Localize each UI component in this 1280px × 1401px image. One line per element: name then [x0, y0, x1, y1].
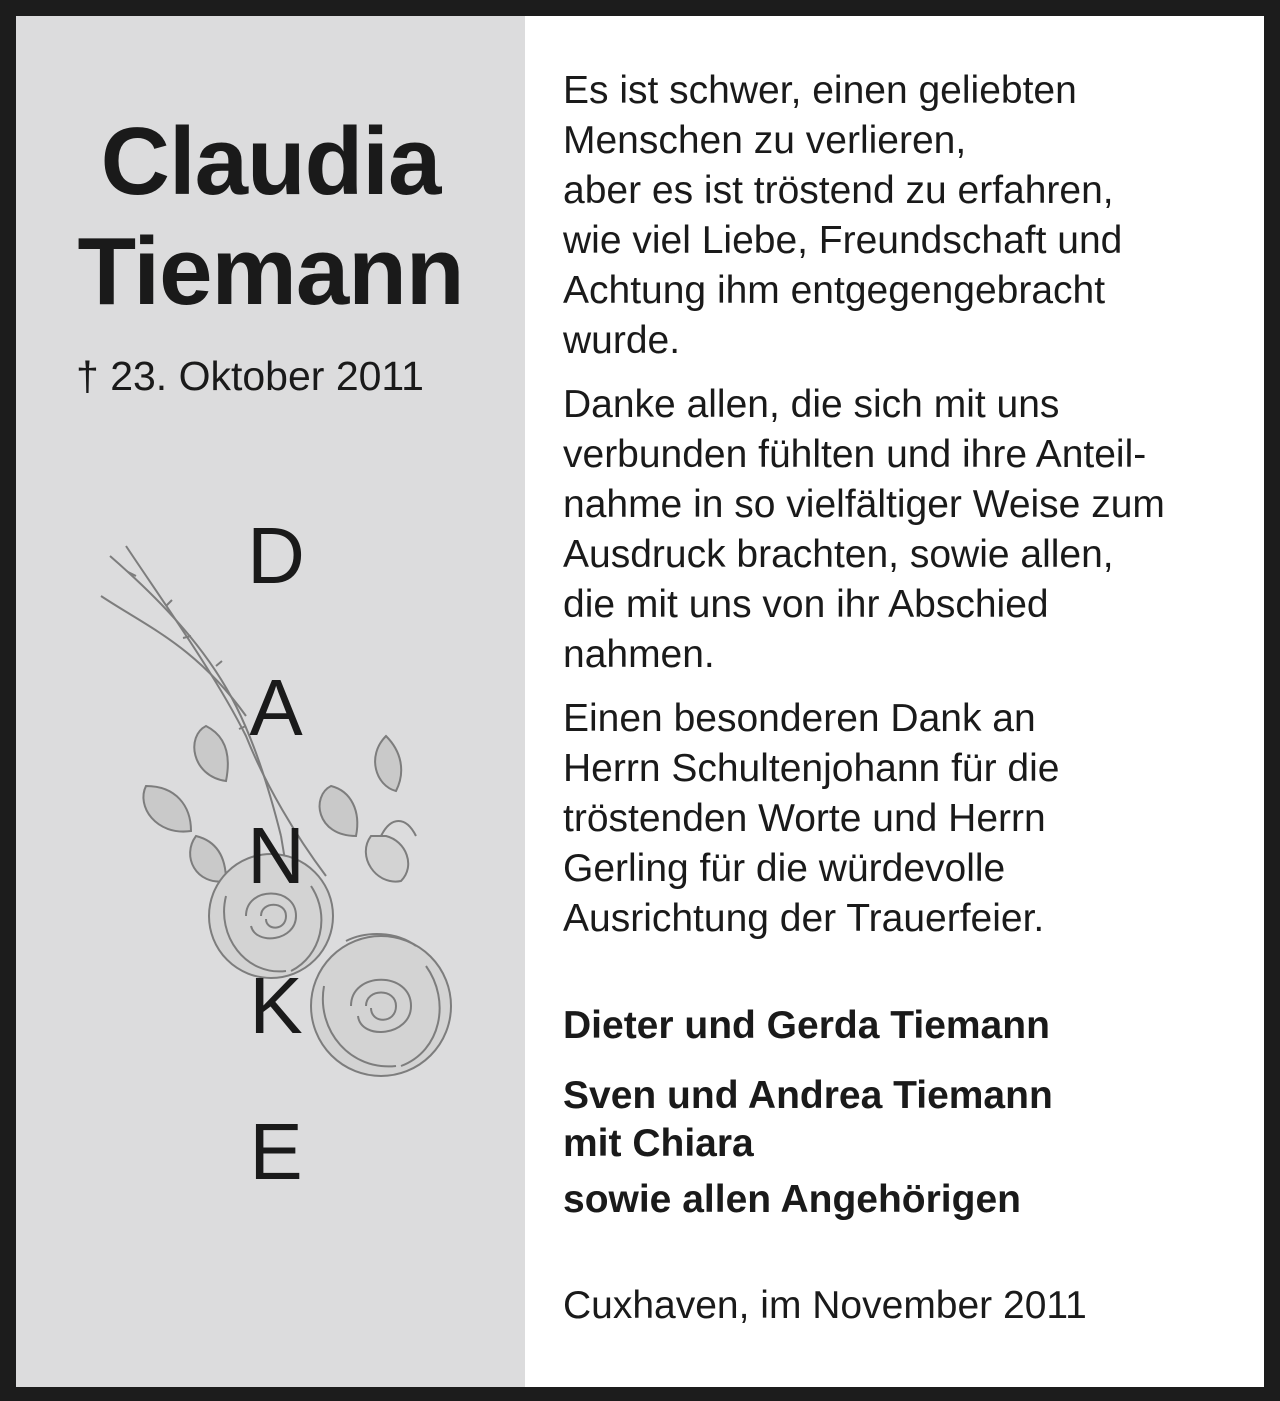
- text-line: tröstenden Worte und Herrn: [563, 797, 1046, 840]
- text-line: nahme in so vielfältiger Weise zum: [563, 483, 1165, 526]
- text-line: Ausrichtung der Trauerfeier.: [563, 897, 1045, 940]
- text-line: wurde.: [563, 319, 681, 362]
- signatory-family-1: Dieter und Gerda Tiemann: [563, 1004, 1050, 1047]
- text-line: die mit uns von ihr Abschied: [563, 583, 1049, 626]
- deceased-first-name: Claudia: [100, 108, 441, 215]
- text-line: Ausdruck brachten, sowie allen,: [563, 533, 1114, 576]
- signatory-others: sowie allen Angehörigen: [563, 1178, 1021, 1221]
- danke-letter: A: [249, 663, 303, 752]
- death-date: † 23. Oktober 2011: [76, 353, 424, 399]
- signatory-line: mit Chiara: [563, 1122, 754, 1165]
- place-date: Cuxhaven, im November 2011: [563, 1284, 1087, 1327]
- paragraph-intro: [563, 66, 1243, 366]
- text-line: nahmen.: [563, 633, 715, 676]
- danke-letter: N: [247, 811, 305, 900]
- signatory-family-2: [563, 1072, 1053, 1168]
- message-text: [563, 66, 1243, 958]
- danke-letter: K: [249, 961, 303, 1050]
- paragraph-thanks: [563, 380, 1243, 680]
- deceased-last-name: Tiemann: [77, 218, 464, 325]
- text-line: Gerling für die würdevolle: [563, 847, 1006, 890]
- left-panel: [16, 16, 525, 1387]
- text-line: Menschen zu verlieren,: [563, 119, 967, 162]
- signatory-line: Sven und Andrea Tiemann: [563, 1074, 1053, 1117]
- danke-letter: D: [247, 511, 305, 600]
- text-line: wie viel Liebe, Freundschaft und: [563, 219, 1123, 262]
- text-line: verbunden fühlten und ihre Anteil-: [563, 433, 1147, 476]
- text-line: Herrn Schultenjohann für die: [563, 747, 1060, 790]
- danke-letter: E: [249, 1107, 303, 1196]
- text-line: aber es ist tröstend zu erfahren,: [563, 169, 1114, 212]
- text-line: Einen besonderen Dank an: [563, 697, 1036, 740]
- text-line: Es ist schwer, einen geliebten: [563, 69, 1077, 112]
- text-line: Achtung ihm entgegengebracht: [563, 269, 1106, 312]
- paragraph-special-thanks: [563, 694, 1243, 944]
- text-line: Danke allen, die sich mit uns: [563, 383, 1060, 426]
